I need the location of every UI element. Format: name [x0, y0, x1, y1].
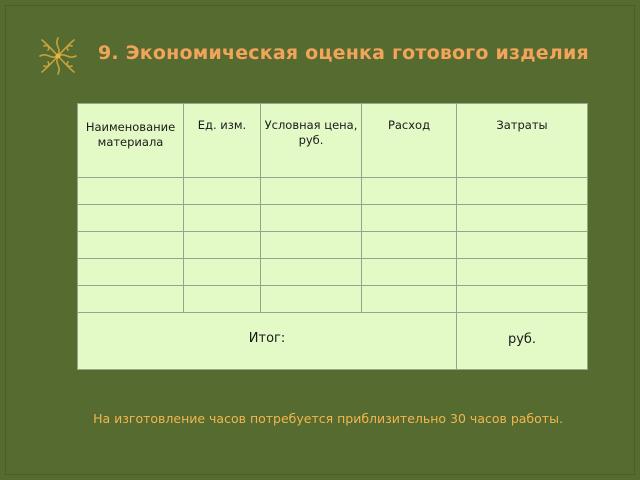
total-unit: руб. [457, 313, 588, 370]
table-cell[interactable] [457, 205, 588, 232]
table-cell[interactable] [78, 205, 184, 232]
ornament-icon [36, 34, 80, 78]
table-row [78, 205, 588, 232]
table-cell[interactable] [457, 178, 588, 205]
work-hours-note: На изготовление часов потребуется приблизительно 30 часов работы. [93, 411, 563, 426]
table-cell[interactable] [261, 232, 362, 259]
table-cell[interactable] [184, 205, 261, 232]
table-cell[interactable] [78, 259, 184, 286]
table-cell[interactable] [78, 178, 184, 205]
table-cell[interactable] [184, 286, 261, 313]
table-cell[interactable] [261, 178, 362, 205]
table-cell[interactable] [184, 259, 261, 286]
table-cell[interactable] [261, 259, 362, 286]
cost-table [77, 103, 588, 370]
total-label: Итог: [78, 313, 457, 370]
table-cell[interactable] [184, 232, 261, 259]
table-cell[interactable] [362, 259, 457, 286]
header-consumption: Расход [362, 104, 457, 178]
header-costs: Затраты [457, 104, 588, 178]
table-header-row [78, 104, 588, 178]
table-cell[interactable] [261, 286, 362, 313]
header-material: Наименование материала [78, 104, 184, 178]
slide-title: 9. Экономическая оценка готового изделия [98, 42, 589, 64]
table-cell[interactable] [362, 178, 457, 205]
table-row [78, 286, 588, 313]
header-price: Условная цена, руб. [261, 104, 362, 178]
table-row [78, 259, 588, 286]
table-cell[interactable] [184, 178, 261, 205]
table-cell[interactable] [457, 259, 588, 286]
table-cell[interactable] [78, 232, 184, 259]
table-cell[interactable] [457, 232, 588, 259]
table-cell[interactable] [78, 286, 184, 313]
table-cell[interactable] [362, 286, 457, 313]
table-row [78, 178, 588, 205]
table-cell[interactable] [362, 205, 457, 232]
table-row [78, 232, 588, 259]
table-cell[interactable] [457, 286, 588, 313]
table-total-row [78, 313, 588, 370]
table-cell[interactable] [362, 232, 457, 259]
header-unit: Ед. изм. [184, 104, 261, 178]
table-cell[interactable] [261, 205, 362, 232]
